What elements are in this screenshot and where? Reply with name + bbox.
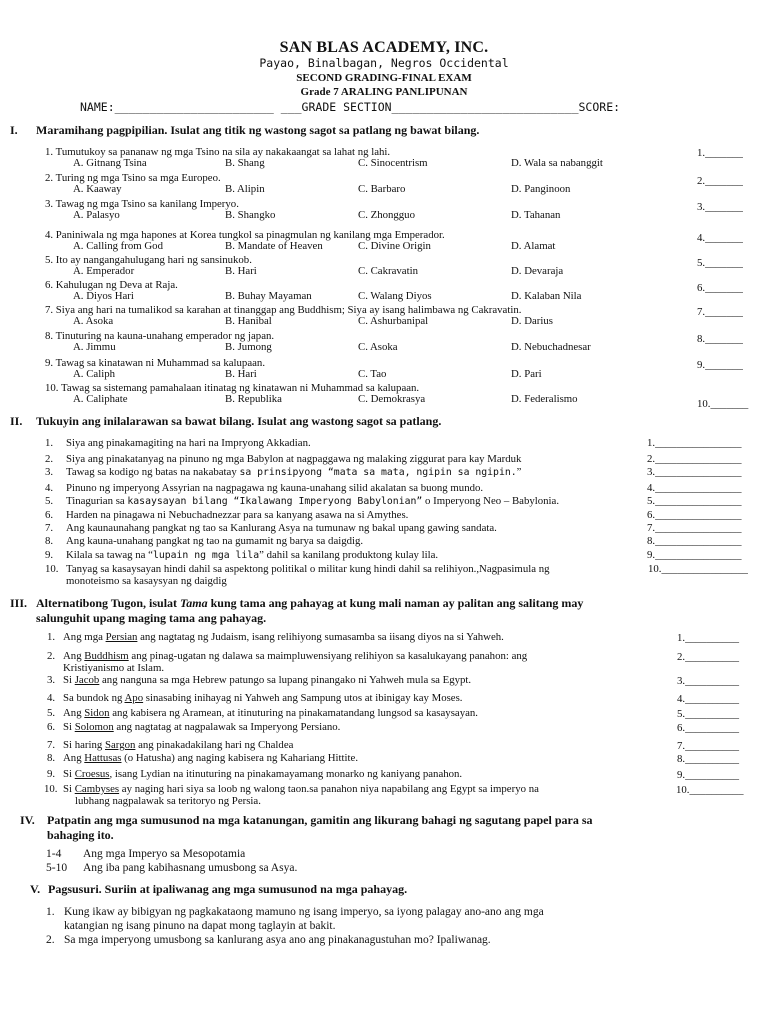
option-c: C. Cakravatin	[358, 265, 418, 277]
item-text-continued: katangian ng isang pinuno na dapat mong taglayin at bakit.	[64, 920, 336, 932]
option-c: C. Barbaro	[358, 183, 406, 195]
question-text: 3. Tawag ng mga Tsino sa kanilang Imperyo.	[45, 198, 239, 210]
item-text-post: ang kabisera ng Aramean, at itinuturing na pinakamatandang lungsod sa kasaysayan.	[109, 707, 478, 719]
option-d: D. Kalaban Nila	[511, 290, 582, 302]
option-d: D. Wala sa nabanggit	[511, 157, 603, 169]
item-number: 2.	[47, 650, 56, 662]
item-number: 2.	[46, 934, 55, 946]
item-text-pre: Ang kauna-unahang pangkat ng tao na gumamit ng barya sa daigdig.	[66, 535, 364, 547]
part2-heading	[10, 414, 441, 429]
option-b: B. Hari	[225, 368, 257, 380]
option-a: A. Jimmu	[73, 341, 116, 353]
item-text-continued: Kristiyanismo at Islam.	[63, 662, 165, 674]
part5-title: Pagsusuri. Suriin at ipaliwanag ang mga sumusunod na mga pahayag.	[48, 882, 408, 896]
option-d: D. Darius	[511, 315, 553, 327]
item-text: Sa mga imperyong umusbong sa kanlurang asya ano ang pinakanagustuhan mo? Ipaliwanag.	[64, 934, 491, 946]
option-b: B. Republika	[225, 393, 282, 405]
option-c: C. Tao	[358, 368, 387, 380]
item-text-pre: Sa bundok ng	[63, 692, 125, 704]
item-text	[66, 453, 521, 465]
item-text	[66, 495, 559, 507]
answer-blank: 7._______	[697, 306, 743, 318]
item-text-pre: Kilala sa tawag na “	[66, 549, 153, 561]
part3-title-post: kung tama ang pahayag at kung mali naman ay palitan ang salitang may	[207, 596, 584, 610]
item-text	[63, 768, 462, 780]
item-text-post: ang pinag-ugatan ng dalawa sa maimpluwensiyang relihiyon sa kasalukayang panahon: ang	[128, 650, 528, 662]
item-text	[66, 563, 550, 575]
part4-heading	[20, 813, 592, 828]
option-a: A. Calling from God	[73, 240, 163, 252]
item-text-pre: Ang	[63, 707, 85, 719]
item-text-post: ”	[516, 466, 522, 478]
question-text: 2. Turing ng mga Tsino sa mga Europeo.	[45, 172, 221, 184]
option-b: B. Shang	[225, 157, 265, 169]
part1-number: I.	[10, 123, 18, 137]
question-text: 9. Tawag sa kinatawan ni Muhammad sa kalupaan.	[45, 357, 266, 369]
grade-subject: Grade 7 ARALING PANLIPUNAN	[300, 86, 468, 98]
option-a: A. Emperador	[73, 265, 135, 277]
item-text-continued: monoteismo sa kasaysyan ng daigdig	[66, 575, 227, 587]
answer-blank: 4.________________	[647, 482, 742, 494]
part4-title: Patpatin ang mga sumusunod na mga katanungan, gamitin ang likurang bahagi ng sagutang papel para sa	[47, 813, 593, 827]
item-text-post: ang pinakadakilang hari ng Chaldea	[135, 739, 294, 751]
option-b: B. Hanibal	[225, 315, 272, 327]
answer-blank: 8.__________	[677, 753, 740, 765]
question-text: 5. Ito ay nangangahulugang hari ng sansinukob.	[45, 254, 252, 266]
part3-number: III.	[10, 596, 28, 610]
answer-blank: 3.________________	[647, 466, 742, 478]
item-text-post: ang nagtatag at nagpalawak sa Imperyong Persiano.	[113, 721, 341, 733]
underlined-term: Croesus	[74, 768, 110, 780]
part5-number: V.	[30, 882, 41, 896]
option-c: C. Ashurbanipal	[358, 315, 429, 327]
item-number: 4.	[47, 692, 56, 704]
item-text	[66, 509, 408, 521]
question-text: 4. Paniniwala ng mga hapones at Korea tungkol sa pinagmulan ng kanilang mga Emperador.	[45, 229, 445, 241]
answer-blank: 6.________________	[647, 509, 742, 521]
answer-blank: 4.__________	[677, 693, 740, 705]
item-number: 9.	[45, 549, 54, 561]
topic-text: Ang mga Imperyo sa Mesopotamia	[83, 848, 246, 860]
answer-blank: 9.__________	[677, 769, 740, 781]
item-number: 3.	[47, 674, 56, 686]
part3-heading	[10, 596, 583, 611]
item-text	[66, 466, 521, 478]
answer-blank: 1.__________	[677, 632, 740, 644]
option-a: A. Caliph	[73, 368, 115, 380]
underlined-term: Cambyses	[74, 783, 120, 795]
question-text: 10. Tawag sa sistemang pamahalaan itinatag ng kinatawan ni Muhammad sa kalupaan.	[45, 382, 420, 394]
option-a: A. Palasyo	[73, 209, 120, 221]
item-number: 5.	[47, 707, 56, 719]
option-c: C. Demokrasya	[358, 393, 426, 405]
range-label: 5-10	[46, 862, 68, 874]
answer-blank: 9.________________	[647, 549, 742, 561]
item-text-post: ay naging hari siya sa loob ng walong taon.sa panahon niya napabilang ang Egypt sa imperyo na	[119, 783, 539, 795]
item-text	[63, 650, 527, 662]
part3-title-line2: salunguhit upang maging tama ang pahayag.	[36, 611, 267, 625]
topic-text: Ang iba pang kabihasnang umusbong sa Asya.	[83, 862, 298, 874]
exam-title: SECOND GRADING-FINAL EXAM	[296, 72, 472, 84]
item-text	[66, 535, 363, 547]
item-text-post: sinasabing inihayag ni Yahweh ang Sampung utos at ibinigay kay Moses.	[143, 692, 463, 704]
item-number: 8.	[47, 752, 56, 764]
item-text	[63, 692, 463, 704]
underlined-term: Persian	[105, 631, 138, 643]
part2-number: II.	[10, 414, 23, 428]
answer-blank: 3._______	[697, 201, 743, 213]
underlined-term: Jacob	[74, 674, 100, 686]
answer-blank: 8._______	[697, 333, 743, 345]
item-number: 7.	[45, 522, 54, 534]
option-b: B. Buhay Mayaman	[225, 290, 312, 302]
option-b: B. Mandate of Heaven	[225, 240, 323, 252]
option-d: D. Pari	[511, 368, 542, 380]
underlined-term: Sidon	[84, 707, 110, 719]
underlined-term: Apo	[124, 692, 144, 704]
item-text-pre: Ang mga	[63, 631, 106, 643]
answer-blank: 1._______	[697, 147, 743, 159]
item-number: 6.	[47, 721, 56, 733]
item-text-quoted: kasaysayan bilang “Ikalawang Imperyong Babylonian”	[127, 496, 423, 507]
answer-blank: 5.__________	[677, 708, 740, 720]
item-text	[63, 631, 504, 643]
item-text	[63, 783, 539, 795]
underlined-term: Hattusas	[84, 752, 122, 764]
item-text-pre: Harden na pinagawa ni Nebuchadnezzar para sa kanyang asawa na si Amythes.	[66, 509, 409, 521]
answer-blank: 2._______	[697, 175, 743, 187]
answer-blank: 9._______	[697, 359, 743, 371]
option-c: C. Divine Origin	[358, 240, 431, 252]
item-text-pre: Si haring	[63, 739, 105, 751]
question-text: 8. Tinuturing na kauna-unahang emperador ng japan.	[45, 330, 275, 342]
item-text	[63, 752, 358, 764]
item-number: 1.	[45, 437, 54, 449]
item-text-pre: Ang	[63, 650, 85, 662]
option-d: D. Nebuchadnesar	[511, 341, 591, 353]
range-label: 1-4	[46, 848, 62, 860]
item-text-post: ang nanguna sa mga Hebrew patungo sa lupang pinangako ni Yahweh mula sa Egypt.	[99, 674, 472, 686]
option-d: D. Tahanan	[511, 209, 561, 221]
option-b: B. Alipin	[225, 183, 265, 195]
item-number: 1.	[47, 631, 56, 643]
item-text-pre: Siya ang pinakatanyag na pinuno ng mga Babylon at nagpaggawa ng malaking ziggurat para kay Marduk	[66, 453, 522, 465]
option-c: C. Zhongguo	[358, 209, 415, 221]
item-number: 5.	[45, 495, 54, 507]
item-text	[66, 482, 483, 494]
item-text-pre: Siya ang pinakamagiting na hari na Impryong Akkadian.	[66, 437, 311, 449]
part1-title: Maramihang pagpipilian. Isulat ang titik ng wastong sagot sa patlang ng bawat bilang.	[36, 123, 480, 137]
item-text-pre: Si	[63, 783, 75, 795]
answer-blank: 10.________________	[648, 563, 748, 575]
item-number: 8.	[45, 535, 54, 547]
item-text: Kung ikaw ay bibigyan ng pagkakataong mamuno ng isang imperyo, sa iyong palagay ano-ano ang mga	[64, 906, 544, 918]
answer-blank: 6.__________	[677, 722, 740, 734]
item-number: 6.	[45, 509, 54, 521]
school-name: SAN BLAS ACADEMY, INC.	[279, 39, 489, 56]
answer-blank: 1.________________	[647, 437, 742, 449]
part4-number: IV.	[20, 813, 35, 827]
item-text-pre: Tawag sa kodigo ng batas na nakabatay	[66, 466, 240, 478]
answer-blank: 7.________________	[647, 522, 742, 534]
item-text-pre: Tinagurian sa	[66, 495, 128, 507]
answer-blank: 10.__________	[676, 784, 744, 796]
option-a: A. Diyos Hari	[73, 290, 134, 302]
option-a: A. Caliphate	[73, 393, 128, 405]
option-b: B. Shangko	[225, 209, 276, 221]
question-text: 1. Tumutukoy sa pananaw ng mga Tsino na sila ay nakakaangat sa lahat ng lahi.	[45, 146, 391, 158]
answer-blank: 5._______	[697, 257, 743, 269]
part3-title-pre: Alternatibong Tugon, isulat	[36, 596, 181, 610]
part5-heading	[30, 882, 407, 897]
item-text-post: ” dahil sa kanilang produktong kulay lila.	[259, 549, 439, 561]
item-text-pre: Ang kaunaunahang pangkat ng tao sa Kanlurang Asya na tumunaw ng bakal upang gawing sandata.	[66, 522, 497, 534]
option-d: D. Alamat	[511, 240, 556, 252]
answer-blank: 4._______	[697, 232, 743, 244]
option-d: D. Federalismo	[511, 393, 578, 405]
item-text-continued: lubhang nagpalawak sa teritoryo ng Persia.	[75, 795, 261, 807]
answer-blank: 7.__________	[677, 740, 740, 752]
option-a: A. Gitnang Tsina	[73, 157, 147, 169]
answer-blank: 2.________________	[647, 453, 742, 465]
item-number: 3.	[45, 466, 54, 478]
item-number: 9.	[47, 768, 56, 780]
option-d: D. Devaraja	[511, 265, 564, 277]
underlined-term: Solomon	[74, 721, 114, 733]
part3-title-em: Tama	[180, 596, 208, 610]
answer-blank: 2.__________	[677, 651, 740, 663]
item-text	[66, 522, 497, 534]
item-text	[63, 707, 478, 719]
item-text-post: (o Hatusha) ang naging kabisera ng Kahariang Hittite.	[121, 752, 359, 764]
item-number: 10.	[44, 783, 58, 795]
item-text-quoted: lupain ng mga lila	[152, 550, 260, 561]
item-text	[63, 721, 340, 733]
option-a: A. Kaaway	[73, 183, 122, 195]
item-number: 2.	[45, 453, 54, 465]
answer-blank: 6._______	[697, 282, 743, 294]
question-text: 6. Kahulugan ng Deva at Raja.	[45, 279, 178, 291]
option-c: C. Sinocentrism	[358, 157, 428, 169]
answer-blank: 3.__________	[677, 675, 740, 687]
option-a: A. Asoka	[73, 315, 114, 327]
item-text	[66, 437, 311, 449]
item-text-pre: Tanyag sa kasaysayan hindi dahil sa aspektong politikal o militar kung hindi dahil sa relihiyon.,Nagpasimula ng	[66, 563, 550, 575]
underlined-term: Sargon	[105, 739, 136, 751]
name-grade-score-line: NAME:_______________________ ___GRADE SECTION___________________________SCORE:	[80, 100, 621, 114]
option-d: D. Panginoon	[511, 183, 571, 195]
item-text-pre: Ang	[63, 752, 85, 764]
part2-title: Tukuyin ang inilalarawan sa bawat bilang. Isulat ang wastong sagot sa patlang.	[36, 414, 442, 428]
item-text-pre: Si	[63, 674, 75, 686]
question-text: 7. Siya ang hari na tumalikod sa karahan at tinanggap ang Buddhism; Siya ay isang halimbawa ng Cakravatin.	[45, 304, 522, 316]
option-b: B. Jumong	[225, 341, 272, 353]
part4-title-line2: bahaging ito.	[47, 828, 114, 842]
item-number: 10.	[45, 563, 59, 575]
item-text-post: o Imperyong Neo – Babylonia.	[422, 495, 560, 507]
item-text	[63, 739, 293, 751]
item-text-post: , isang Lydian na itinuturing na pinakamayamang monarko ng kaniyang panahon.	[109, 768, 463, 780]
item-text	[66, 549, 438, 561]
item-number: 7.	[47, 739, 56, 751]
answer-blank: 5.________________	[647, 495, 742, 507]
part1-heading	[10, 123, 479, 138]
item-text	[63, 674, 471, 686]
item-number: 4.	[45, 482, 54, 494]
item-text-pre: Pinuno ng imperyong Assyrian na nagpagawa ng kauna-unahang silid akalatan sa buong mundo.	[66, 482, 484, 494]
item-text-pre: Si	[63, 768, 75, 780]
item-text-quoted: sa prinsipyong “mata sa mata, ngipin sa ngipin.	[239, 467, 517, 478]
option-b: B. Hari	[225, 265, 257, 277]
item-text-pre: Si	[63, 721, 75, 733]
answer-blank: 10._______	[697, 398, 749, 410]
item-number: 1.	[46, 906, 55, 918]
answer-blank: 8.________________	[647, 535, 742, 547]
option-c: C. Walang Diyos	[358, 290, 432, 302]
option-c: C. Asoka	[358, 341, 398, 353]
school-address: Payao, Binalbagan, Negros Occidental	[259, 56, 509, 70]
item-text-post: ang nagtatag ng Judaism, isang relihiyong sumasamba sa iisang diyos na si Yahweh.	[137, 631, 504, 643]
underlined-term: Buddhism	[84, 650, 129, 662]
